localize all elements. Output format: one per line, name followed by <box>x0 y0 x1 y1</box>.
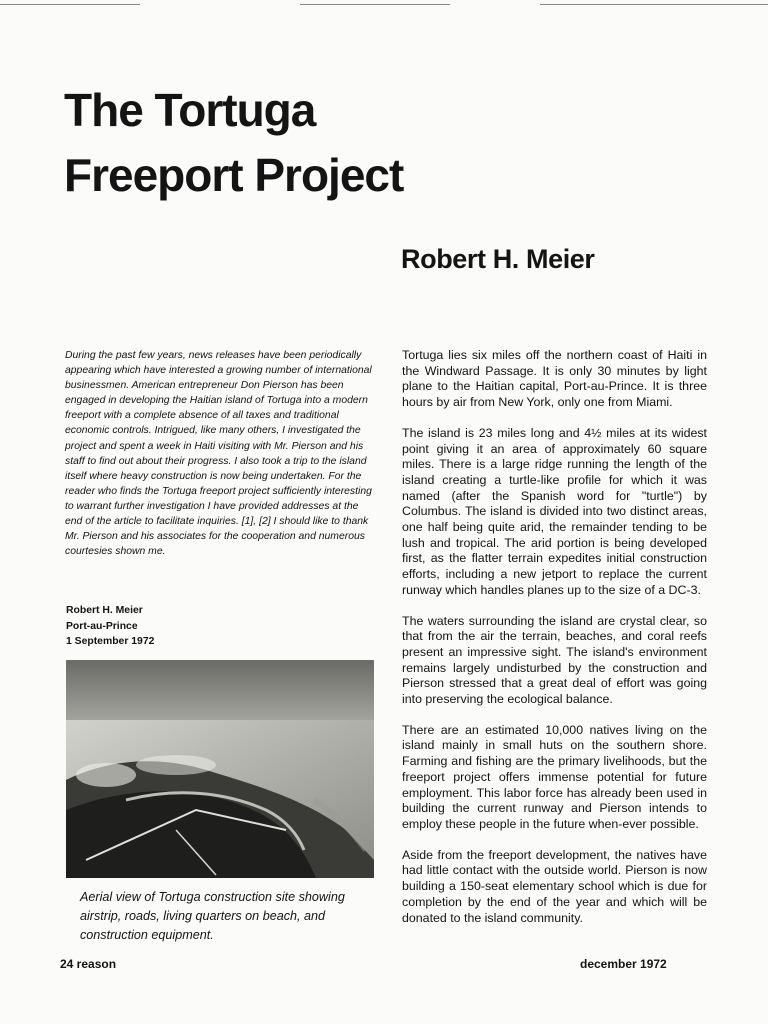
top-rule-left <box>0 4 140 5</box>
body-paragraph: There are an estimated 10,000 natives living on the island mainly in small huts on the southern shore. Farming and fishing are the primary livelihoods, but the freeport project offers immense potential for future employment. This labor force has already been used in building the current runway and Pierson intends to employ these people in the future when-ever possible. <box>402 722 707 831</box>
signature-place: Port-au-Prince <box>66 620 138 632</box>
article-title-line-1: The Tortuga <box>64 84 316 136</box>
photo-caption: Aerial view of Tortuga construction site showing airstrip, roads, living quarters on beach, and construction equipment. <box>80 890 345 942</box>
footer-issue-date: december 1972 <box>580 957 667 971</box>
signature-name: Robert H. Meier <box>66 605 143 616</box>
intro-block <box>65 348 373 559</box>
author-byline: Robert H. Meier <box>401 244 595 274</box>
article-title <box>64 78 403 209</box>
body-paragraph: The waters surrounding the island are crystal clear, so that from the air the terrain, beaches, and coral reefs present an impressive sight. The island's environment remains largely undisturbed by the construction and Pierson stressed that a great deal of effort was going into preserving the ecological balance. <box>402 613 707 707</box>
top-rule-right <box>540 4 768 5</box>
footer-page-number: 24 reason <box>60 957 117 971</box>
body-text <box>402 348 707 941</box>
signature-date: 1 September 1972 <box>66 636 155 647</box>
body-paragraph: Tortuga lies six miles off the northern coast of Haiti in the Windward Passage. It is only 30 minutes by light plane to the Haitian capital, Port-au-Prince. It is three hours by air from New York, only one from Miami. <box>402 348 707 410</box>
aerial-photo <box>66 660 374 878</box>
intro-text: During the past few years, news releases have been periodically appearing which have interested a growing number of international businessmen. American entrepreneur Don Pierson has been engaged in developing the Haitian island of Tortuga into a modern freeport with a complete absence of all taxes and traditional economic controls. Intrigued, like many others, I investigated the project and spent a week in Haiti visiting with Mr. Pierson and his staff to find out about their progress. I also took a trip to the island itself where heavy construction is now being undertaken. For the reader who finds the Tortuga freeport project sufficiently interesting to warrant further investigation I have provided addresses at the end of the article to facilitate inquiries. [1], [2] I should like to thank Mr. Pierson and his associates for the cooperation and numerous courtesies shown me. <box>65 350 372 558</box>
body-paragraph: The island is 23 miles long and 4½ miles at its widest point giving it an area of approximately 60 square miles. There is a large ridge running the length of the island creating a turtle-like profile for which it was named (after the Spanish word for "turtle") by Columbus. The island is divided into two distinct areas, one half being quite arid, the remainder tending to be lush and tropical. The arid portion is being developed first, as the flatter terrain expedites initial construction efforts, including a new jetport to replace the current runway which handles planes up to the size of a DC-3. <box>402 425 707 597</box>
article-title-line-2: Freeport Project <box>64 149 404 202</box>
top-rule-middle <box>300 4 450 5</box>
signature-block <box>66 603 154 650</box>
body-paragraph: Aside from the freeport development, the natives have had little contact with the outside world. Pierson is now building a 150-seat elementary school which is due for completion by the end of the year and which will be donated to the island community. <box>402 847 707 925</box>
